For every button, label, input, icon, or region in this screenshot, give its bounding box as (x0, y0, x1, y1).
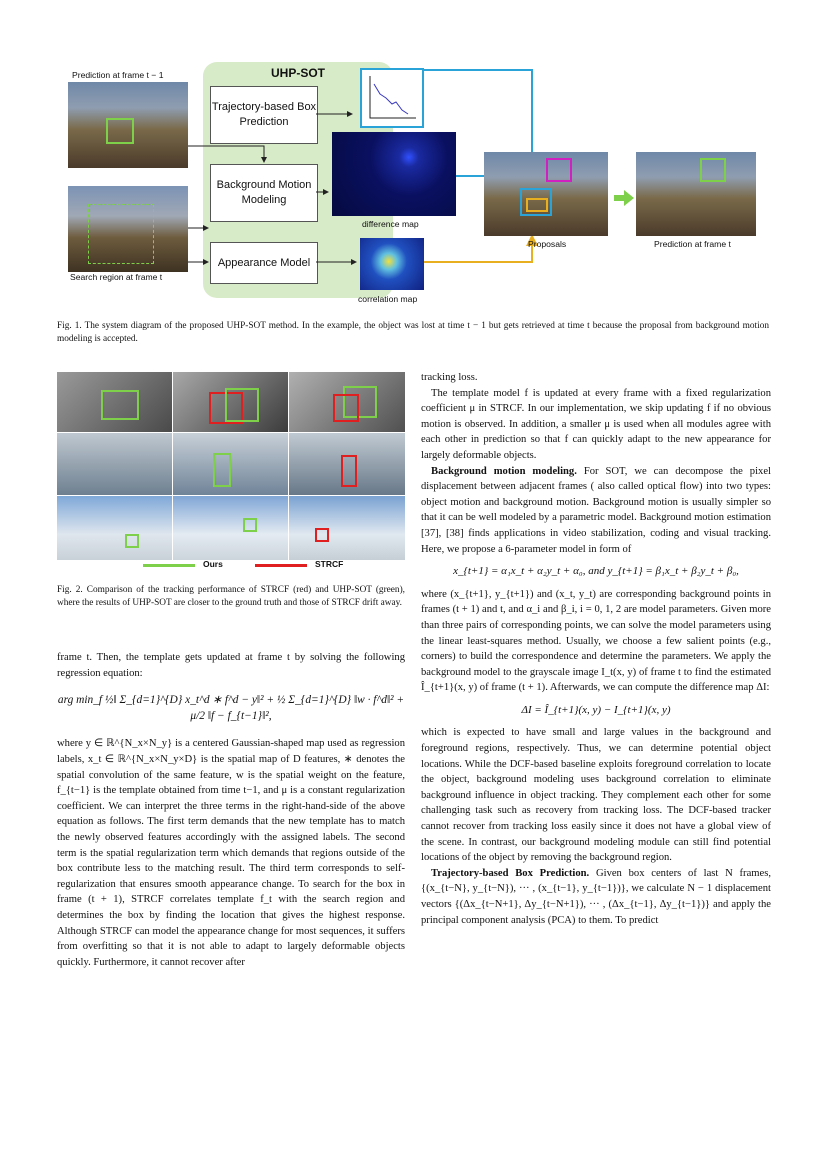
equation-3: ΔI = Î_{t+1}(x, y) − I_{t+1}(x, y) (521, 703, 671, 716)
right-p4: which is expected to have small and large values in the background and foreground regions, respectively. Thus, we can determine potential object locations. While the DCF-based baseline exploits foreground correlation to locate the object, background modeling uses background correlation to eliminate background influence in object tracking. They complement each other for some challenging task such as recovery from tracking loss. The DCF-based tracker cannot recover from tracking loss easily since it does not have a global view of the scene. In contrast, our background modeling module can still find potential locations of the object by removing the background region. (421, 727, 771, 864)
right-p2 (421, 464, 771, 558)
proposal-yellow (526, 198, 548, 212)
right-p1: The template model f is updated at every frame with a fixed regularization coefficient μ in STRCF. In our implementation, we skip updating f if no obvious motion is observed. In addition, a smaller μ is used when all modules agree with each other in prediction so that f can quickly adapt to the new appearance for largely deformable objects. (421, 387, 771, 461)
label-prediction-prev: Prediction at frame t − 1 (72, 70, 164, 80)
fig2-row3-b (173, 496, 288, 560)
label-search-region: Search region at frame t (70, 272, 163, 282)
box-background: Background Motion Modeling (210, 164, 318, 222)
legend-ours: Ours (203, 559, 223, 569)
correlation-map (360, 238, 424, 290)
photo-proposals (484, 152, 608, 236)
equation-2: x_{t+1} = α₁x_t + α₂y_t + α₀, and y_{t+1} = β₁x_t + β₂y_t + β₀, (453, 565, 739, 578)
legend-strcf-line (255, 564, 307, 567)
right-p0: tracking loss. (421, 372, 478, 383)
fig2-row1-b (173, 372, 288, 432)
fig1-caption: Fig. 1. The system diagram of the proposed UHP-SOT method. In the example, the object was lost at time t − 1 but gets retrieved at time t because the proposal from background motion modeling is accepted. (57, 321, 769, 344)
trajectory-plot (360, 68, 424, 128)
figure-1 (60, 60, 770, 310)
proposal-magenta (546, 158, 572, 182)
photo-prediction-t (636, 152, 756, 236)
left-column (57, 650, 405, 970)
label-difference-map: difference map (362, 219, 419, 229)
difference-map (332, 132, 456, 216)
box-trajectory: Trajectory-based Box Prediction (210, 86, 318, 144)
heading-trajectory: Trajectory-based Box Prediction. (431, 867, 590, 879)
fig2-row1-a (57, 372, 172, 432)
fig2-caption: Fig. 2. Comparison of the tracking performance of STRCF (red) and UHP-SOT (green), where the results of UHP-SOT are closer to the ground truth and those of STRCF drift away. (57, 585, 405, 608)
right-p5-body: Given box centers of last N frames, {(x_{t−N}, y_{t−N}), ··· , (x_{t−1}, y_{t−1})}, we calculate N − 1 displacement vectors {(Δx_{t−N+1}, Δy_{t−N+1}), ··· , (Δx_{t−1}, Δy_{t−1})} and apply the principal component analysis (PCA) to them. To predict (421, 867, 772, 926)
legend-strcf: STRCF (315, 559, 344, 569)
left-p2: where y ∈ ℝ^{N_x×N_y} is a centered Gaussian-shaped map used as regression labels, x_t ∈ ℝ^{N_x×N_y×D} is the spatial map of D features, ∗ denotes the spatial convolution of the same feature, w is the spatial weight on the feature, f_{t−1} is the template obtained from time t−1, and μ is a constant regularization coefficient. We can interpret the three terms in the right-hand-side of the above equation as follows. The first term demands that the new template has to match the newly observed features accordingly with the assigned labels. The second term is the spatial regularization term which demands that regions outside of the box contribute less to the matching result. The third term corresponds to self-regularization that ensures smooth appearance change. To search for the box in frame (t + 1), STRCF correlates template f_t with the search region and determines the box by finding the location that gives the highest response. Although STRCF can model the appearance change for most sequences, it suffers from overfitting so that it is not able to adapt to largely deformable objects quickly. Furthermore, it cannot recover after (57, 738, 405, 968)
label-prediction-t: Prediction at frame t (654, 239, 731, 249)
left-p1: frame t. Then, the template gets updated at frame t by solving the following regression equation: (57, 652, 405, 679)
label-correlation-map: correlation map (358, 294, 418, 304)
heading-background-motion: Background motion modeling. (431, 465, 577, 477)
legend-ours-line (143, 564, 195, 567)
fig2-row2-b (173, 433, 288, 495)
uhp-sot-title: UHP-SOT (271, 66, 325, 80)
label-proposals: Proposals (528, 239, 567, 249)
right-p2-body: For SOT, we can decompose the pixel displacement between adjacent frames ( also called optical flow) into two types: object motion and background motion. Background motion is usually simpler so that it can be well modeled by a parametric model. Background motion estimation [37], [38] finds applications in video stabilization, coding and visual tracking. Here, we propose a 6-parameter model in form of (421, 465, 771, 555)
equation-1: arg min_f ½‖ Σ_{d=1}^{D} x_t^d ∗ f^d − y‖² + ½ Σ_{d=1}^{D} ‖w · f^d‖² + μ/2 ‖f − f_{t−1}‖², (57, 694, 405, 722)
right-p5 (421, 866, 771, 928)
fig2-row3-a (57, 496, 172, 560)
right-p3: where (x_{t+1}, y_{t+1}) and (x_t, y_t) are corresponding background points in frames (t + 1) and t, and α_i and β_i, i = 0, 1, 2 are model parameters. Given more than three pairs of corresponding points, we can solve the model parameters using the linear least-squares method. Usually, we choose a few salient points (e.g., corners) to build the correspondence and determine the parameters. We apply the background model to the grayscale image I_t(x, y) of frame t to find the estimated Î_{t+1}(x, y) of frame (t + 1). Afterwards, we can compute the difference map ΔI: (421, 588, 771, 694)
figure-2 (57, 372, 405, 572)
fig2-row2-c (289, 433, 405, 495)
fig2-row3-c (289, 496, 405, 560)
green-box-t (700, 158, 726, 182)
fig2-row1-c (289, 372, 405, 432)
right-column (421, 370, 771, 928)
fig2-row2-a (57, 433, 172, 495)
box-appearance: Appearance Model (210, 242, 318, 284)
